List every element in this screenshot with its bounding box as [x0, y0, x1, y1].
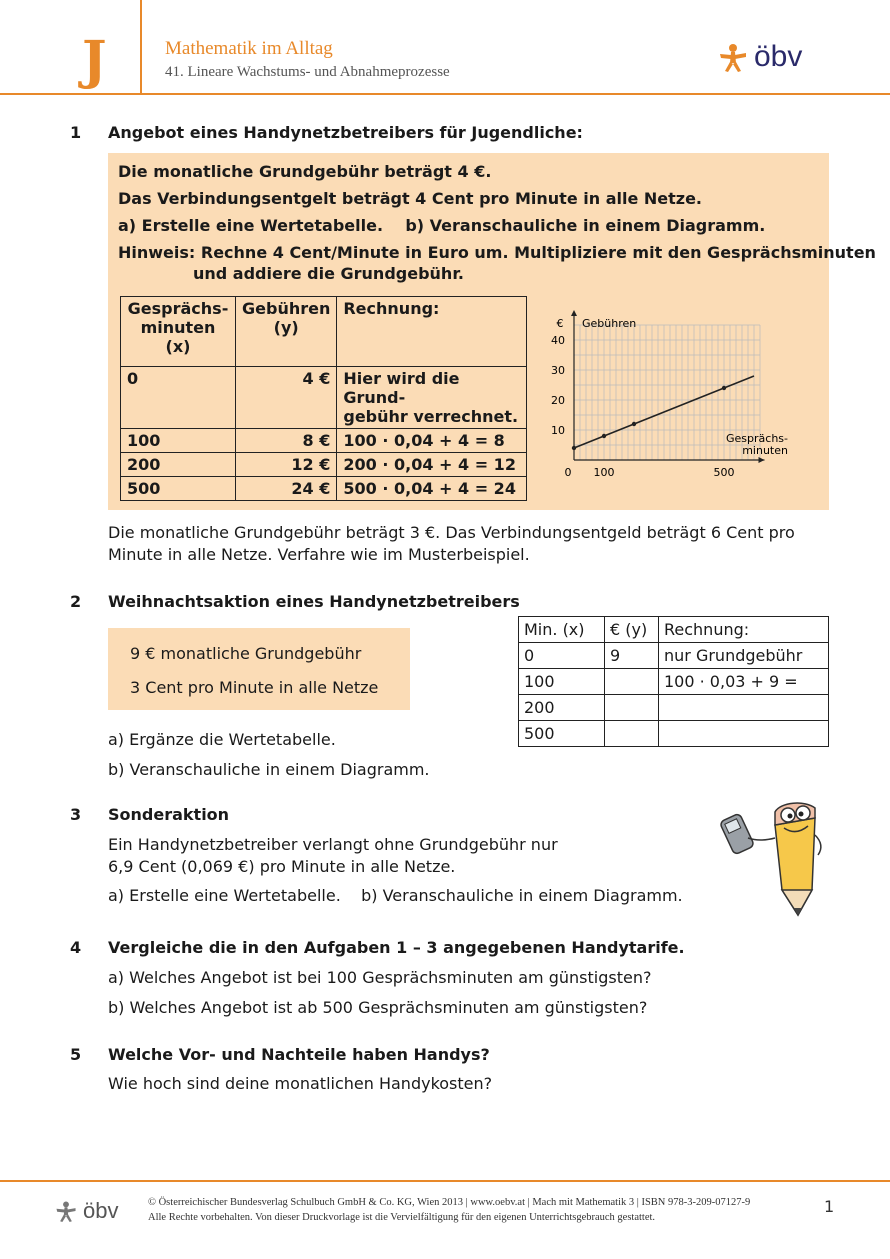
data-point: [572, 446, 576, 450]
table-cell: 0: [519, 643, 605, 669]
task-2-item-b: b) Veranschauliche in einem Diagramm.: [108, 760, 430, 779]
table-cell: 100 · 0,03 + 9 =: [659, 669, 829, 695]
table-cell: 200: [121, 453, 236, 477]
example-line: a) Erstelle eine Wertetabelle. b) Veranschauliche in einem Diagramm.: [118, 216, 766, 235]
header-divider-vertical: [140, 0, 142, 94]
example-line: Die monatliche Grundgebühr beträgt 4 €.: [118, 162, 492, 181]
table-header-row: [121, 297, 527, 367]
footer-copyright: © Österreichischer Bundesverlag Schulbuch GmbH & Co. KG, Wien 2013 | www.oebv.at | Mach mit Mathematik 3 | ISBN 978-3-209-07127-9: [148, 1197, 751, 1208]
page-header: [0, 0, 890, 96]
table-cell: 12 €: [236, 453, 337, 477]
task-3-line: Ein Handynetzbetreiber verlangt ohne Grundgebühr nur: [108, 835, 558, 854]
task-2-number: 2: [70, 592, 82, 611]
table-cell: 4 €: [236, 367, 337, 429]
example-line: Das Verbindungsentgelt beträgt 4 Cent pro Minute in alle Netze.: [118, 189, 703, 208]
y-axis-label: Gebühren: [582, 317, 637, 330]
task-3-heading: Sonderaktion: [108, 805, 230, 824]
example-line: Hinweis: Rechne 4 Cent/Minute in Euro um. Multipliziere mit den Gesprächsminuten: [118, 243, 876, 262]
table-row: [519, 695, 829, 721]
table-row: [121, 453, 527, 477]
task-1-number: 1: [70, 123, 82, 142]
phone-icon: [720, 813, 755, 855]
logo-text: öbv: [754, 40, 803, 73]
table-cell: 9: [605, 643, 659, 669]
y-axis-arrow: [571, 310, 577, 316]
offer-line: 9 € monatliche Grundgebühr: [130, 644, 362, 663]
table-cell: 500 · 0,04 + 4 = 24: [337, 477, 527, 501]
task-3-line: 6,9 Cent (0,069 €) pro Minute in alle Netze.: [108, 857, 456, 876]
task-2-value-table: [518, 616, 829, 747]
table-cell: 8 €: [236, 429, 337, 453]
task-5-heading: Welche Vor- und Nachteile haben Handys?: [108, 1045, 490, 1064]
table-cell: 100 · 0,04 + 4 = 8: [337, 429, 527, 453]
data-point: [632, 422, 636, 426]
table-header-cell: Min. (x): [519, 617, 605, 643]
table-row: [121, 477, 527, 501]
task-3-line: a) Erstelle eine Wertetabelle. b) Veranschauliche in einem Diagramm.: [108, 886, 683, 905]
table-header-row: [519, 617, 829, 643]
x-axis-arrow: [759, 457, 765, 463]
table-cell[interactable]: [605, 695, 659, 721]
table-cell[interactable]: [659, 695, 829, 721]
pencil-mascot-illustration: [720, 790, 830, 920]
task-1-text-line: Die monatliche Grundgebühr beträgt 3 €. Das Verbindungsentgeld beträgt 6 Cent pro: [108, 523, 795, 542]
y-tick-label: 10: [551, 424, 565, 437]
task-3-number: 3: [70, 805, 82, 824]
table-header-cell: € (y): [605, 617, 659, 643]
table-cell: 100: [519, 669, 605, 695]
origin-label: 0: [564, 466, 572, 479]
task-1-value-table: [120, 296, 527, 501]
table-row: [519, 721, 829, 747]
chapter-letter: J: [82, 30, 107, 91]
y-unit-label: €: [556, 317, 564, 330]
task-4-heading: Vergleiche die in den Aufgaben 1 – 3 angegebenen Handytarife.: [108, 938, 685, 957]
table-header-cell: Rechnung:: [337, 297, 527, 367]
task-5-number: 5: [70, 1045, 82, 1064]
table-row: [121, 429, 527, 453]
x-tick-label: 100: [593, 466, 615, 479]
fee-line-chart: [548, 310, 798, 485]
table-cell: nur Grundgebühr: [659, 643, 829, 669]
data-point: [722, 386, 726, 390]
table-cell: 200: [519, 695, 605, 721]
footer-divider: [0, 1180, 890, 1182]
task-2-item-a: a) Ergänze die Wertetabelle.: [108, 730, 336, 749]
y-tick-label: 30: [551, 364, 565, 377]
table-cell: 200 · 0,04 + 4 = 12: [337, 453, 527, 477]
table-cell: 0: [121, 367, 236, 429]
table-header-cell: Gebühren (y): [236, 297, 337, 367]
footer-logo-text: öbv: [83, 1198, 119, 1223]
publisher-star-icon: [718, 41, 748, 73]
task-1-text-line: Minute in alle Netze. Verfahre wie im Musterbeispiel.: [108, 545, 530, 564]
table-cell[interactable]: [605, 669, 659, 695]
header-subtitle: 41. Lineare Wachstums- und Abnahmeprozesse: [165, 64, 450, 80]
publisher-star-icon: [55, 1199, 77, 1223]
task-4-line: b) Welches Angebot ist ab 500 Gesprächsminuten am günstigsten?: [108, 998, 648, 1017]
x-tick-label: 500: [713, 466, 735, 479]
data-point: [602, 434, 606, 438]
header-title: Mathematik im Alltag: [165, 38, 333, 59]
footer-logo: [55, 1198, 118, 1224]
table-row: [519, 643, 829, 669]
y-tick-label: 20: [551, 394, 565, 407]
table-cell: Hier wird die Grund- gebühr verrechnet.: [337, 367, 527, 429]
table-row: [519, 669, 829, 695]
page-number: 1: [824, 1197, 835, 1216]
table-cell: 500: [121, 477, 236, 501]
table-header-cell: Gesprächs- minuten (x): [121, 297, 236, 367]
task-2-heading: Weihnachtsaktion eines Handynetzbetreibers: [108, 592, 520, 611]
table-cell: 24 €: [236, 477, 337, 501]
table-cell[interactable]: [659, 721, 829, 747]
table-row: [121, 367, 527, 429]
table-cell[interactable]: [605, 721, 659, 747]
header-divider-horizontal: [0, 93, 890, 95]
offer-line: 3 Cent pro Minute in alle Netze: [130, 678, 379, 697]
table-cell: 100: [121, 429, 236, 453]
table-header-cell: Rechnung:: [659, 617, 829, 643]
publisher-logo: [718, 40, 802, 74]
footer-rights: Alle Rechte vorbehalten. Von dieser Druckvorlage ist die Vervielfältigung für den eigenen Unterrichtsgebrauch gestattet.: [148, 1212, 656, 1223]
example-line: und addiere die Grundgebühr.: [193, 264, 464, 283]
task-4-line: a) Welches Angebot ist bei 100 Gesprächsminuten am günstigsten?: [108, 968, 652, 987]
task-5-line: Wie hoch sind deine monatlichen Handykosten?: [108, 1074, 493, 1093]
task-2-offer-box: [108, 628, 410, 710]
x-axis-label: Gesprächs-: [726, 432, 788, 445]
task-1-heading: Angebot eines Handynetzbetreibers für Jugendliche:: [108, 123, 583, 142]
y-tick-label: 40: [551, 334, 565, 347]
task-4-number: 4: [70, 938, 82, 957]
x-axis-label: minuten: [742, 444, 788, 457]
table-cell: 500: [519, 721, 605, 747]
